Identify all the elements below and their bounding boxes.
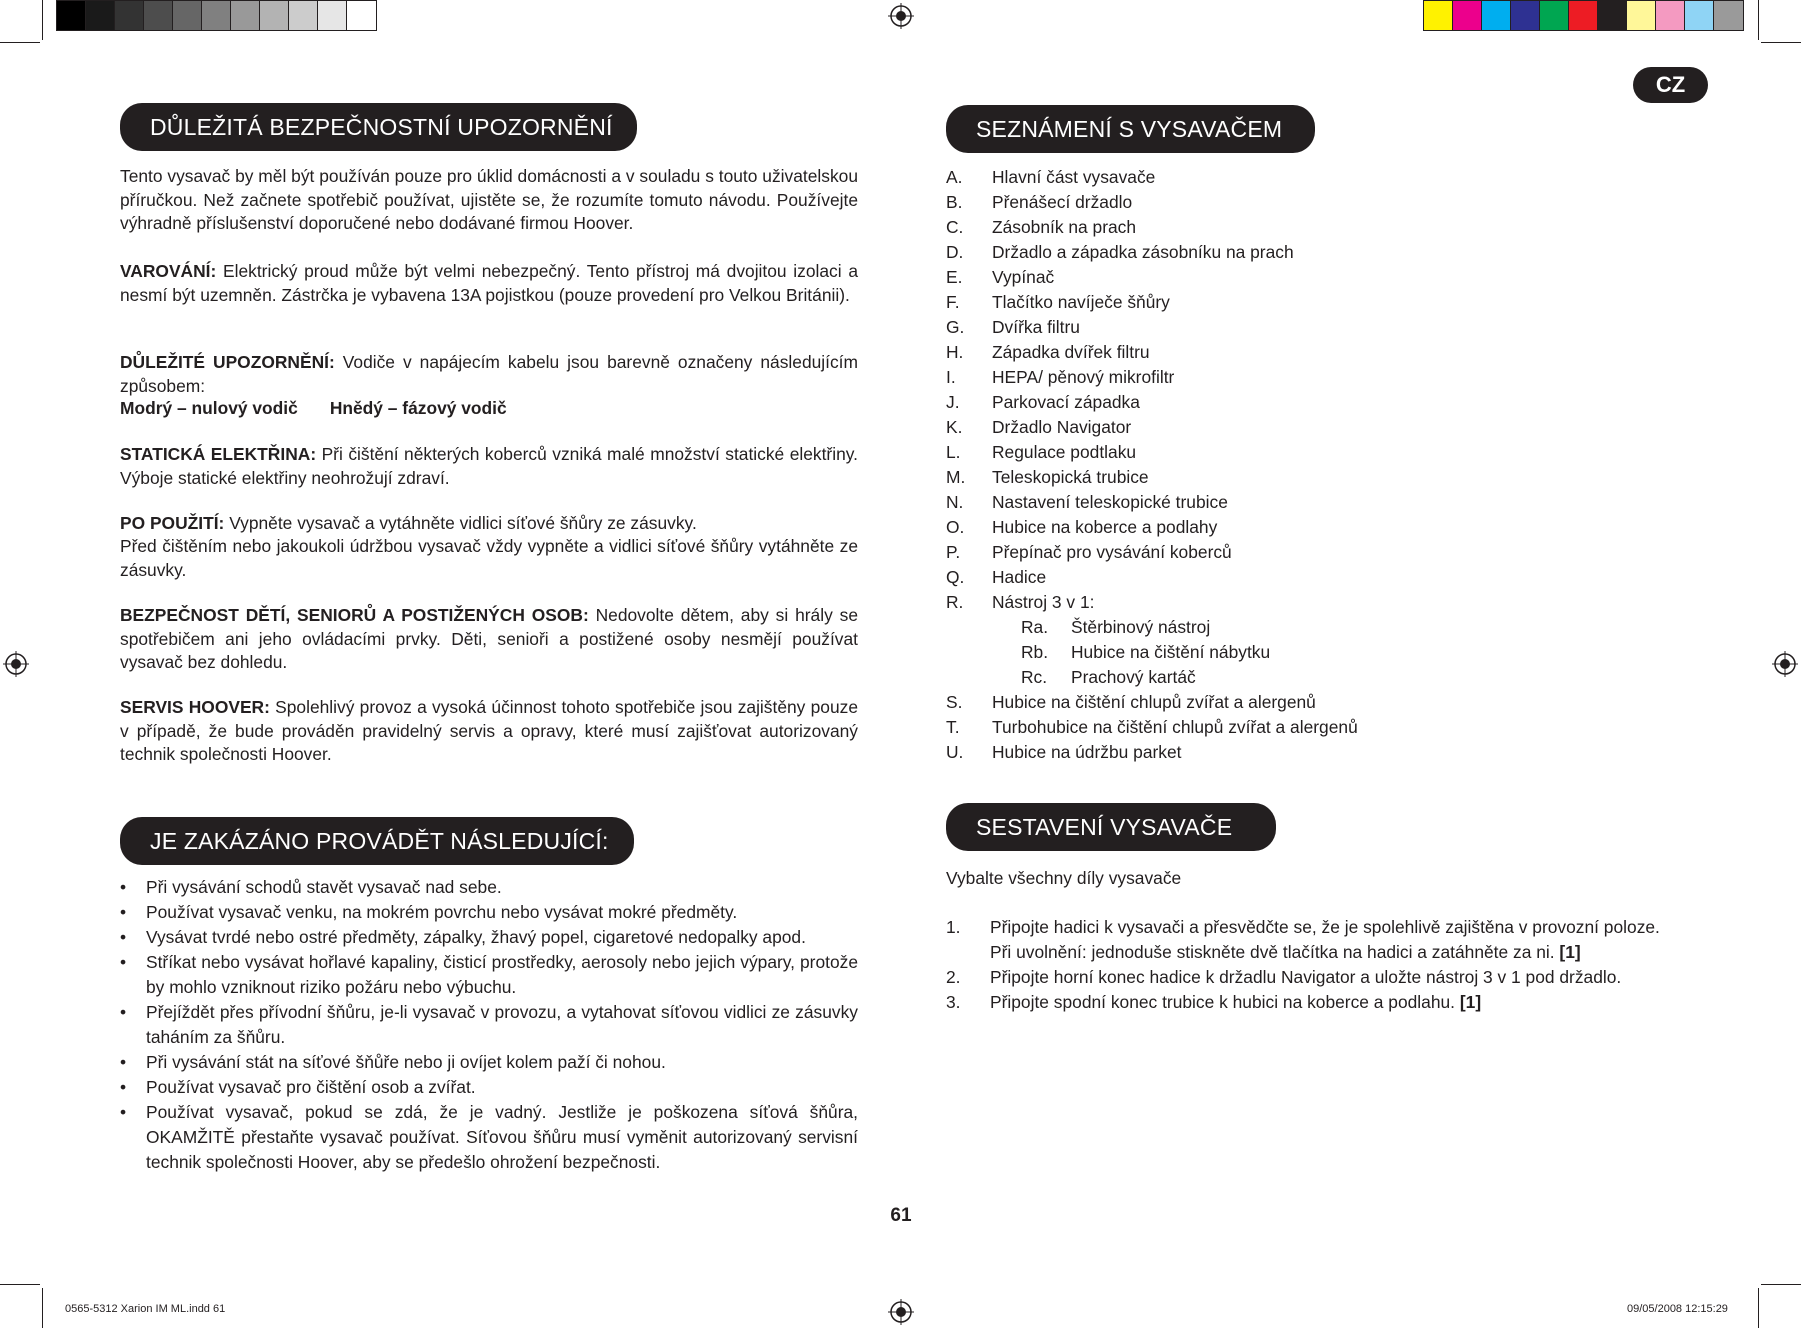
forbidden-item: • Používat vysavač pro čištění osob a zvířat. — [120, 1075, 858, 1100]
static-paragraph — [120, 443, 858, 490]
wire-colors — [120, 397, 858, 421]
part-key: H. — [946, 342, 964, 362]
forbidden-heading: JE ZAKÁZÁNO PROVÁDĚT NÁSLEDUJÍCÍ: — [120, 817, 634, 865]
crop-mark — [42, 0, 43, 40]
part-key: O. — [946, 517, 965, 537]
part-label: Prachový kartáč — [1071, 667, 1196, 687]
assembly-steps — [946, 915, 1660, 1015]
part-key: J. — [946, 392, 960, 412]
wire-blue: Modrý – nulový vodič — [120, 398, 298, 418]
part-item — [946, 640, 1358, 665]
part-key: F. — [946, 292, 960, 312]
step-text: Při uvolnění: jednoduše stiskněte dvě tlačítka na hadici a zatáhněte za ni. — [990, 942, 1560, 962]
crop-mark — [42, 1288, 43, 1328]
part-item — [946, 290, 1358, 315]
registration-mark-icon — [1772, 651, 1798, 677]
page-number: 61 — [890, 1205, 912, 1226]
part-label: Teleskopická trubice — [992, 467, 1149, 487]
part-label: Dvířka filtru — [992, 317, 1080, 337]
crop-mark — [0, 1284, 40, 1285]
part-key: E. — [946, 267, 963, 287]
part-key: T. — [946, 717, 960, 737]
registration-mark-icon — [888, 3, 914, 29]
part-item — [946, 165, 1358, 190]
assembly-step — [946, 990, 1660, 1015]
color-swatch — [1511, 1, 1540, 30]
part-label: Hadice — [992, 567, 1047, 587]
part-label: HEPA/ pěnový mikrofiltr — [992, 367, 1175, 387]
step-number: 1. — [946, 917, 961, 937]
part-item — [946, 415, 1358, 440]
part-item — [946, 240, 1358, 265]
part-key: Q. — [946, 567, 965, 587]
part-item — [946, 490, 1358, 515]
registration-mark-icon — [888, 1299, 914, 1325]
process-color-bar — [1423, 0, 1744, 31]
step-text: Připojte spodní konec trubice k hubici na koberce a podlahu. — [990, 992, 1460, 1012]
important-text: Vodiče v napájecím kabelu jsou barevně označeny následujícím způsobem: — [120, 352, 858, 396]
part-key: P. — [946, 542, 961, 562]
color-swatch — [57, 1, 86, 30]
part-label: Tlačítko navíječe šňůry — [992, 292, 1170, 312]
warning-paragraph — [120, 260, 858, 307]
part-key: L. — [946, 442, 961, 462]
color-swatch — [1453, 1, 1482, 30]
after-use-label: PO POUŽITÍ: — [120, 513, 225, 533]
part-label: Hubice na čištění nábytku — [1071, 642, 1271, 662]
part-key: S. — [946, 692, 963, 712]
intro-heading: SEZNÁMENÍ S VYSAVAČEM — [946, 105, 1315, 153]
static-label: STATICKÁ ELEKTŘINA: — [120, 444, 317, 464]
part-label: Nástroj 3 v 1: — [992, 592, 1095, 612]
part-key: I. — [946, 367, 956, 387]
registration-mark-icon — [3, 651, 29, 677]
warning-text: Elektrický proud může být velmi nebezpečný. Tento přístroj má dvojitou izolaci a nesmí být uzemněn. Zástrčka je vybavena 13A pojistkou (pouze provedení pro Velkou Británii). — [120, 261, 858, 305]
children-label: BEZPEČNOST DĚTÍ, SENIORŮ A POSTIŽENÝCH OSOB: — [120, 605, 589, 625]
part-item — [946, 740, 1358, 765]
color-swatch — [115, 1, 144, 30]
part-label: Zásobník na prach — [992, 217, 1137, 237]
color-swatch — [202, 1, 231, 30]
part-label: Hubice na čištění chlupů zvířat a alergenů — [992, 692, 1316, 712]
forbidden-item: • Používat vysavač venku, na mokrém povrchu nebo vysávat mokré předměty. — [120, 900, 858, 925]
service-label: SERVIS HOOVER: — [120, 697, 270, 717]
part-item — [946, 665, 1358, 690]
part-key: A. — [946, 167, 963, 187]
crop-mark — [1761, 1284, 1801, 1285]
part-label: Držadlo Navigator — [992, 417, 1132, 437]
forbidden-item: • Vysávat tvrdé nebo ostré předměty, zápalky, žhavý popel, cigaretové nedopalky apod. — [120, 925, 858, 950]
crop-mark — [1761, 42, 1801, 43]
part-key: U. — [946, 742, 964, 762]
forbidden-item: • Stříkat nebo vysávat hořlavé kapaliny, čisticí prostředky, aerosoly nebo jejich výpary, protože by mohlo vzniknout riziko požáru nebo výbuchu. — [120, 950, 858, 1000]
part-key: B. — [946, 192, 963, 212]
part-label: Hlavní část vysavače — [992, 167, 1156, 187]
language-tab: CZ — [1633, 67, 1708, 103]
part-label: Držadlo a západka zásobníku na prach — [992, 242, 1294, 262]
part-label: Štěrbinový nástroj — [1071, 617, 1211, 637]
forbidden-item: • Při vysávání schodů stavět vysavač nad sebe. — [120, 875, 858, 900]
color-swatch — [86, 1, 115, 30]
color-swatch — [318, 1, 347, 30]
assembly-step — [946, 915, 1660, 940]
part-key: Ra. — [1021, 617, 1049, 637]
part-item — [946, 215, 1358, 240]
children-paragraph — [120, 604, 858, 675]
part-item — [946, 540, 1358, 565]
wire-brown: Hnědý – fázový vodič — [329, 398, 507, 418]
part-item — [946, 190, 1358, 215]
part-key: K. — [946, 417, 963, 437]
part-item — [946, 390, 1358, 415]
crop-mark — [0, 42, 40, 43]
color-swatch — [347, 1, 376, 30]
part-key: D. — [946, 242, 964, 262]
color-swatch — [1569, 1, 1598, 30]
figure-reference: [1] — [1459, 992, 1482, 1012]
important-paragraph — [120, 351, 858, 398]
part-item — [946, 590, 1358, 615]
after-use-text: Vypněte vysavač a vytáhněte vidlici síťové šňůry ze zásuvky. — [224, 513, 697, 533]
part-label: Parkovací západka — [992, 392, 1140, 412]
parts-list — [946, 165, 1358, 765]
color-swatch — [1685, 1, 1714, 30]
service-paragraph — [120, 696, 858, 767]
part-item — [946, 440, 1358, 465]
part-item — [946, 315, 1358, 340]
after-use-paragraph-2: Před čištěním nebo jakoukoli údržbou vysavač vždy vypněte a vidlici síťové šňůry vytáhněte ze zásuvky. — [120, 536, 858, 580]
step-text: Připojte hadici k vysavači a přesvědčte se, že je spolehlivě zajištěna v provozní poloze. — [990, 917, 1660, 937]
part-key: G. — [946, 317, 965, 337]
children-text: Nedovolte dětem, aby si hrály se spotřebičem ani jeho ovládacími prvky. Děti, senioři a postižené osoby nesmějí používat vysavač bez dohledu. — [120, 605, 859, 672]
forbidden-item: • Přejíždět přes přívodní šňůru, je-li vysavač v provozu, a vytahovat síťovou vidlici ze zásuvky taháním za šňůru. — [120, 1000, 858, 1050]
part-label: Přepínač pro vysávání koberců — [992, 542, 1232, 562]
color-swatch — [260, 1, 289, 30]
part-label: Západka dvířek filtru — [992, 342, 1150, 362]
forbidden-list — [120, 875, 858, 1175]
part-key: M. — [946, 467, 966, 487]
assembly-intro: Vybalte všechny díly vysavače — [946, 868, 1182, 888]
part-key: R. — [946, 592, 964, 612]
static-text: Při čištění některých koberců vzniká malé množství statické elektřiny. Výboje statické elektřiny neohrožují zdraví. — [120, 444, 858, 488]
color-swatch — [1656, 1, 1685, 30]
part-key: N. — [946, 492, 964, 512]
step-text: Připojte horní konec hadice k držadlu Navigator a uložte nástroj 3 v 1 pod držadlo. — [990, 967, 1622, 987]
part-label: Vypínač — [992, 267, 1055, 287]
part-item — [946, 340, 1358, 365]
color-swatch — [1424, 1, 1453, 30]
service-text: Spolehlivý provoz a vysoká účinnost tohoto spotřebiče jsou zajištěny pouze v případě, že bude prováděn pravidelný servis a opravy, které musí zajišťovat autorizovaný technik společnosti Hoover. — [120, 697, 858, 764]
crop-mark — [1758, 1288, 1759, 1328]
part-label: Přenášecí držadlo — [992, 192, 1133, 212]
color-swatch — [1714, 1, 1743, 30]
part-label: Hubice na koberce a podlahy — [992, 517, 1218, 537]
date-slug: 09/05/2008 12:15:29 — [1627, 1303, 1728, 1315]
step-number: 3. — [946, 992, 961, 1012]
intro-paragraph: Tento vysavač by měl být používán pouze pro úklid domácnosti a v souladu s touto uživatelskou příručkou. Než začnete spotřebič používat, ujistěte se, že rozumíte tomuto návodu. Používejte výhradně příslušenství doporučené nebo dodávané firmou Hoover. — [120, 166, 858, 233]
forbidden-item: • Používat vysavač, pokud se zdá, že je vadný. Jestliže je poškozena síťová šňůra, OKAMŽITĚ přestaňte vysavač používat. Síťovou šňůru musí vyměnit autorizovaný servisní technik společnosti Hoover, aby se předešlo ohrožení bezpečnosti. — [120, 1100, 858, 1175]
color-swatch — [1482, 1, 1511, 30]
part-key: Rb. — [1021, 642, 1049, 662]
safety-heading: DŮLEŽITÁ BEZPEČNOSTNÍ UPOZORNĚNÍ — [120, 103, 637, 151]
part-item — [946, 615, 1358, 640]
part-item — [946, 515, 1358, 540]
step-number: 2. — [946, 967, 961, 987]
part-label: Hubice na údržbu parket — [992, 742, 1182, 762]
part-key: Rc. — [1021, 667, 1048, 687]
forbidden-item: • Při vysávání stát na síťové šňůře nebo ji ovíjet kolem paží či nohou. — [120, 1050, 858, 1075]
color-swatch — [1627, 1, 1656, 30]
part-item — [946, 690, 1358, 715]
color-swatch — [289, 1, 318, 30]
assembly-step — [946, 965, 1660, 990]
part-item — [946, 265, 1358, 290]
part-label: Nastavení teleskopické trubice — [992, 492, 1228, 512]
after-use-paragraph — [120, 512, 858, 536]
color-swatch — [1540, 1, 1569, 30]
part-item — [946, 565, 1358, 590]
important-label: DŮLEŽITÉ UPOZORNĚNÍ: — [120, 352, 335, 372]
part-label: Regulace podtlaku — [992, 442, 1137, 462]
color-swatch — [173, 1, 202, 30]
part-item — [946, 465, 1358, 490]
assembly-heading: SESTAVENÍ VYSAVAČE — [946, 803, 1276, 851]
file-slug: 0565-5312 Xarion IM ML.indd 61 — [65, 1303, 226, 1315]
part-item — [946, 365, 1358, 390]
part-label: Turbohubice na čištění chlupů zvířat a alergenů — [992, 717, 1358, 737]
color-swatch — [1598, 1, 1627, 30]
assembly-step — [946, 940, 1660, 965]
color-swatch — [231, 1, 260, 30]
figure-reference: [1] — [1559, 942, 1581, 962]
crop-mark — [1758, 0, 1759, 40]
grayscale-color-bar — [56, 0, 377, 31]
color-swatch — [144, 1, 173, 30]
part-key: C. — [946, 217, 964, 237]
part-item — [946, 715, 1358, 740]
warning-label: VAROVÁNÍ: — [120, 261, 217, 281]
